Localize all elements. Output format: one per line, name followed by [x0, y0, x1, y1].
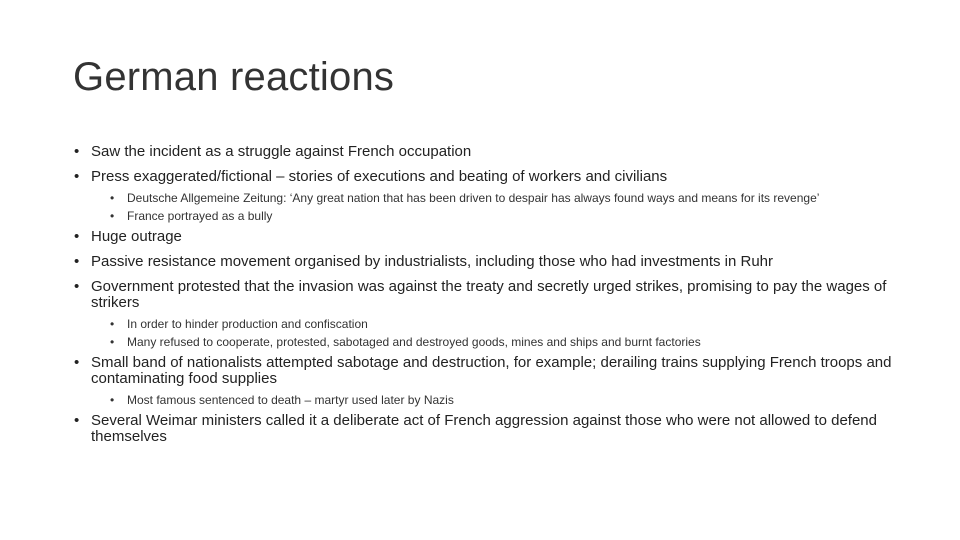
bullet-marker: • [74, 278, 80, 295]
bullet-item [74, 169, 904, 185]
sub-bullet-text: Most famous sentenced to death – martyr used later by Nazis [127, 393, 454, 407]
bullet-text: Passive resistance movement organised by industrialists, including those who had investments in Ruhr [91, 253, 774, 270]
bullet-item [74, 254, 904, 270]
sub-bullet-item [74, 210, 904, 222]
sub-bullet-marker: • [110, 317, 115, 331]
bullet-marker: • [74, 143, 80, 160]
sub-bullet-item [74, 394, 904, 406]
bullet-text: Saw the incident as a struggle against French occupation [91, 143, 472, 160]
sub-bullet-text: Many refused to cooperate, protested, sabotaged and destroyed goods, mines and ships and burnt factories [127, 335, 701, 349]
bullet-marker: • [74, 354, 80, 371]
bullet-item [74, 279, 904, 311]
sub-bullet-marker: • [110, 335, 115, 349]
bullet-item [74, 144, 904, 160]
sub-bullet-text: France portrayed as a bully [127, 209, 273, 223]
bullet-text: Small band of nationalists attempted sabotage and destruction, for example; derailing trains supplying French troops and contaminating food supplies [91, 354, 892, 387]
bullet-marker: • [74, 412, 80, 429]
bullet-text: Government protested that the invasion was against the treaty and secretly urged strikes, promising to pay the wages of strikers [91, 278, 887, 311]
sub-bullet-marker: • [110, 393, 115, 407]
sub-bullet-marker: • [110, 191, 115, 205]
sub-bullet-marker: • [110, 209, 115, 223]
bullet-marker: • [74, 253, 80, 270]
sub-bullet-text: In order to hinder production and confiscation [127, 317, 368, 331]
slide-title: German reactions [73, 55, 395, 99]
bullet-text: Press exaggerated/fictional – stories of executions and beating of workers and civilians [91, 168, 668, 185]
bullet-item [74, 229, 904, 245]
bullet-item [74, 355, 904, 387]
sub-bullet-item [74, 192, 904, 204]
sub-bullet-text: Deutsche Allgemeine Zeitung: ‘Any great nation that has been driven to despair has always found ways and means for its revenge’ [127, 191, 820, 205]
bullet-item [74, 413, 904, 445]
bullet-text: Several Weimar ministers called it a deliberate act of French aggression against those who were not allowed to defend themselves [91, 412, 877, 445]
sub-bullet-item [74, 318, 904, 330]
bullet-marker: • [74, 168, 80, 185]
bullet-list [74, 144, 904, 445]
sub-bullet-item [74, 336, 904, 348]
bullet-marker: • [74, 228, 80, 245]
bullet-text: Huge outrage [91, 228, 182, 245]
